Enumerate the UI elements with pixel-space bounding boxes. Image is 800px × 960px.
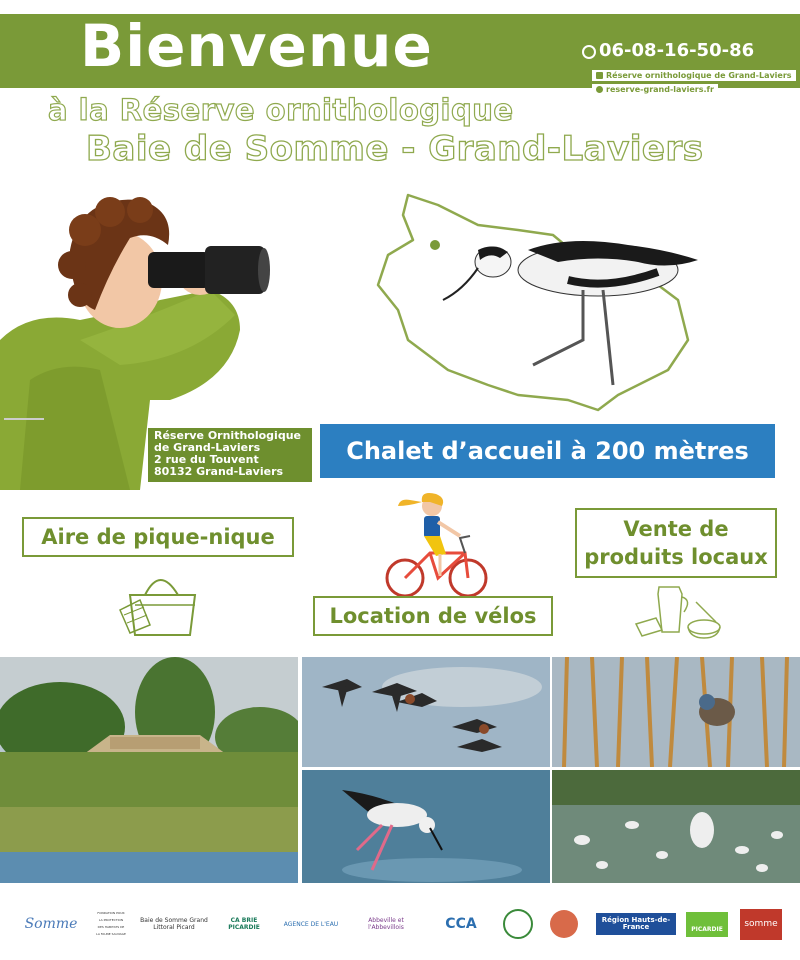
girl-bicycle-icon <box>380 488 490 600</box>
logo-round-2 <box>546 888 582 960</box>
address-line2: de Grand-Laviers <box>154 441 261 454</box>
logo-somme-dept: somme <box>740 888 782 960</box>
address-line3: 2 rue du Touvent <box>154 453 259 466</box>
phone-label: 06-08-16-50-86 <box>599 40 755 61</box>
partner-logos <box>0 888 800 960</box>
globe-icon <box>596 86 603 93</box>
somme-outline-icon <box>378 195 688 410</box>
logo-credit-agricole: CA BRIE PICARDIE <box>228 917 260 931</box>
avocet-icon <box>443 241 698 385</box>
picnic-basket-icon <box>110 565 205 640</box>
logo-agence-eau: AGENCE DE L'EAU <box>283 920 339 928</box>
facebook-icon <box>596 72 603 79</box>
website-link[interactable] <box>592 84 718 95</box>
location-dot-icon <box>430 240 440 250</box>
logo-fondation: FONDATION POUR LA PROTECTION DES HABITATS DE LA FAUNE SAUVAGE <box>96 911 126 936</box>
subtitle-line2: Baie de Somme - Grand-Laviers <box>86 129 704 169</box>
bike-rental-label: Location de vélos <box>313 596 553 636</box>
website-label: reserve-grand-laviers.fr <box>606 85 714 94</box>
observatory-photo <box>0 657 298 883</box>
logo-somme: Somme <box>24 915 78 932</box>
phone-number[interactable] <box>582 40 754 62</box>
page-title: Bienvenue <box>80 12 433 80</box>
logo-cca: CCA <box>445 915 477 932</box>
address-line1: Réserve Ornithologique <box>154 429 301 442</box>
facebook-label: Réserve ornithologique de Grand-Laviers <box>606 71 792 80</box>
logo-round-1 <box>500 888 536 960</box>
facebook-link[interactable] <box>592 70 796 81</box>
chalet-banner: Chalet d’accueil à 200 mètres <box>320 424 775 478</box>
round-badge-icon <box>550 910 578 938</box>
phone-icon <box>582 45 596 59</box>
address-block <box>148 428 312 482</box>
logo-syndicat-baie: Baie de Somme Grand Littoral Picard <box>140 917 208 931</box>
stilt-bird-photo <box>302 770 550 883</box>
map-with-avocet <box>368 190 708 415</box>
dairy-products-icon <box>634 582 722 640</box>
round-badge-icon <box>503 909 533 939</box>
local-products-label <box>575 508 777 578</box>
local-products-line1: Vente de <box>623 517 729 541</box>
reeds-bird-photo <box>552 657 800 767</box>
ducks-flying-photo <box>302 657 550 767</box>
subtitle-line1: à la Réserve ornithologique <box>48 93 514 127</box>
wetland-birds-photo <box>552 770 800 883</box>
picnic-area-label: Aire de pique-nique <box>22 517 294 557</box>
logo-picardie: PICARDIE <box>686 888 728 960</box>
local-products-line2: produits locaux <box>584 545 768 569</box>
logo-abbeville: Abbeville et l'Abbevillois <box>368 917 404 931</box>
address-line4: 80132 Grand-Laviers <box>154 465 284 478</box>
logo-region-hdf: Région Hauts-de-France <box>596 888 676 960</box>
